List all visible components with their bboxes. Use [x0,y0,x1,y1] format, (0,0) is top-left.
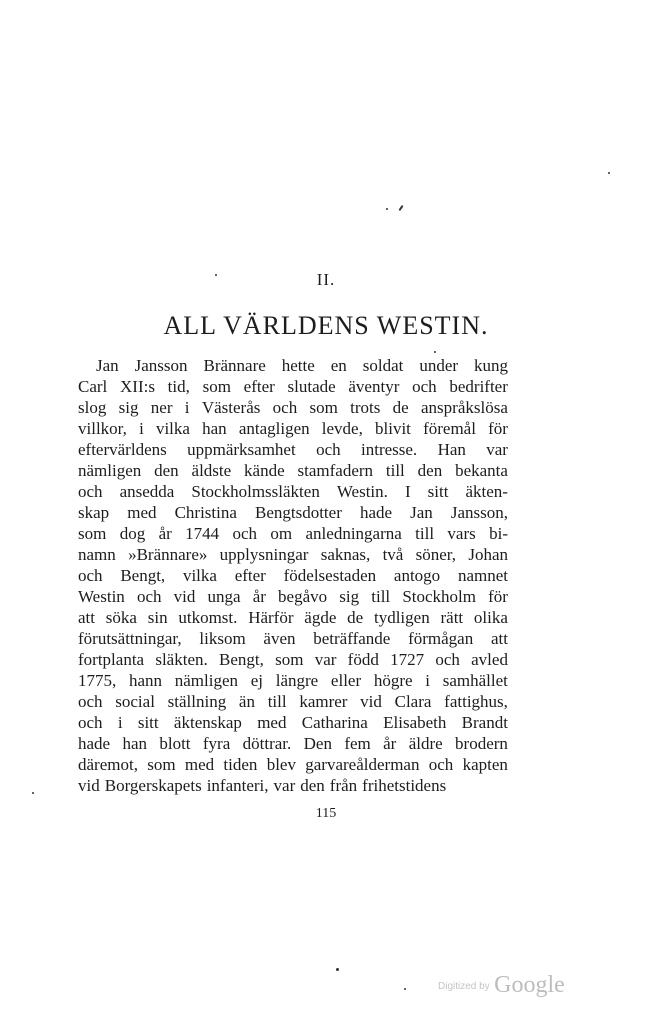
watermark-prefix: Digitized by [438,981,490,992]
chapter-number: II. [316,270,336,289]
text-line: slog sig ner i Västerås och som trots de anspråkslösa [78,398,508,417]
print-speck [336,968,339,971]
print-speck [386,208,388,210]
print-speck [32,792,34,794]
text-line: Jan Jansson Brännare hette en soldat under kung [96,356,508,375]
text-line: eftervärldens uppmärksamhet och intresse. Han var [78,440,508,459]
text-line: som dog år 1744 och om anledningarna till vars bi- [78,524,508,543]
text-line: Westin och vid unga år begåvo sig till Stockholm för [78,587,508,606]
text-line: villkor, i vilka han antagligen levde, blivit föremål för [78,419,508,438]
text-line: att söka sin utkomst. Härför ägde de tydligen rätt olika [78,608,508,627]
print-speck [608,172,610,174]
text-line: Carl XII:s tid, som efter slutade äventyr och bedrifter [78,377,508,396]
print-speck [398,205,403,211]
chapter-title: ALL VÄRLDENS WESTIN. [163,311,489,340]
print-speck [404,988,406,990]
text-line: vid Borgerskapets infanteri, var den från frihetstidens [78,776,447,795]
digitized-watermark [438,972,565,999]
text-line: skap med Christina Bengtsdotter hade Jan Jansson, [78,503,508,522]
page-number: 115 [315,806,337,821]
text-line: nämligen den äldste kände stamfadern till den bekanta [78,461,508,480]
google-logo: Google [494,972,565,998]
text-line: fortplanta släkten. Bengt, som var född 1727 och avled [78,650,508,669]
text-line: hade han blott fyra döttrar. Den fem år äldre brodern [78,734,508,753]
text-line: namn »Brännare» upplysningar saknas, två söner, Johan [78,545,508,564]
body-paragraph [78,355,508,796]
text-line: och i sitt äktenskap med Catharina Elisabeth Brandt [78,713,508,732]
text-line: däremot, som med tiden blev garvareålderman och kapten [78,755,508,774]
text-line: och social ställning än till kamrer vid Clara fattighus, [78,692,508,711]
text-line: 1775, hann nämligen ej längre eller högre i samhället [78,671,508,690]
text-line: förutsättningar, liksom även beträffande förmågan att [78,629,508,648]
text-line: och ansedda Stockholmssläkten Westin. I sitt äkten- [78,482,508,501]
text-line: och Bengt, vilka efter födelsestaden antogo namnet [78,566,508,585]
print-speck [434,351,436,353]
